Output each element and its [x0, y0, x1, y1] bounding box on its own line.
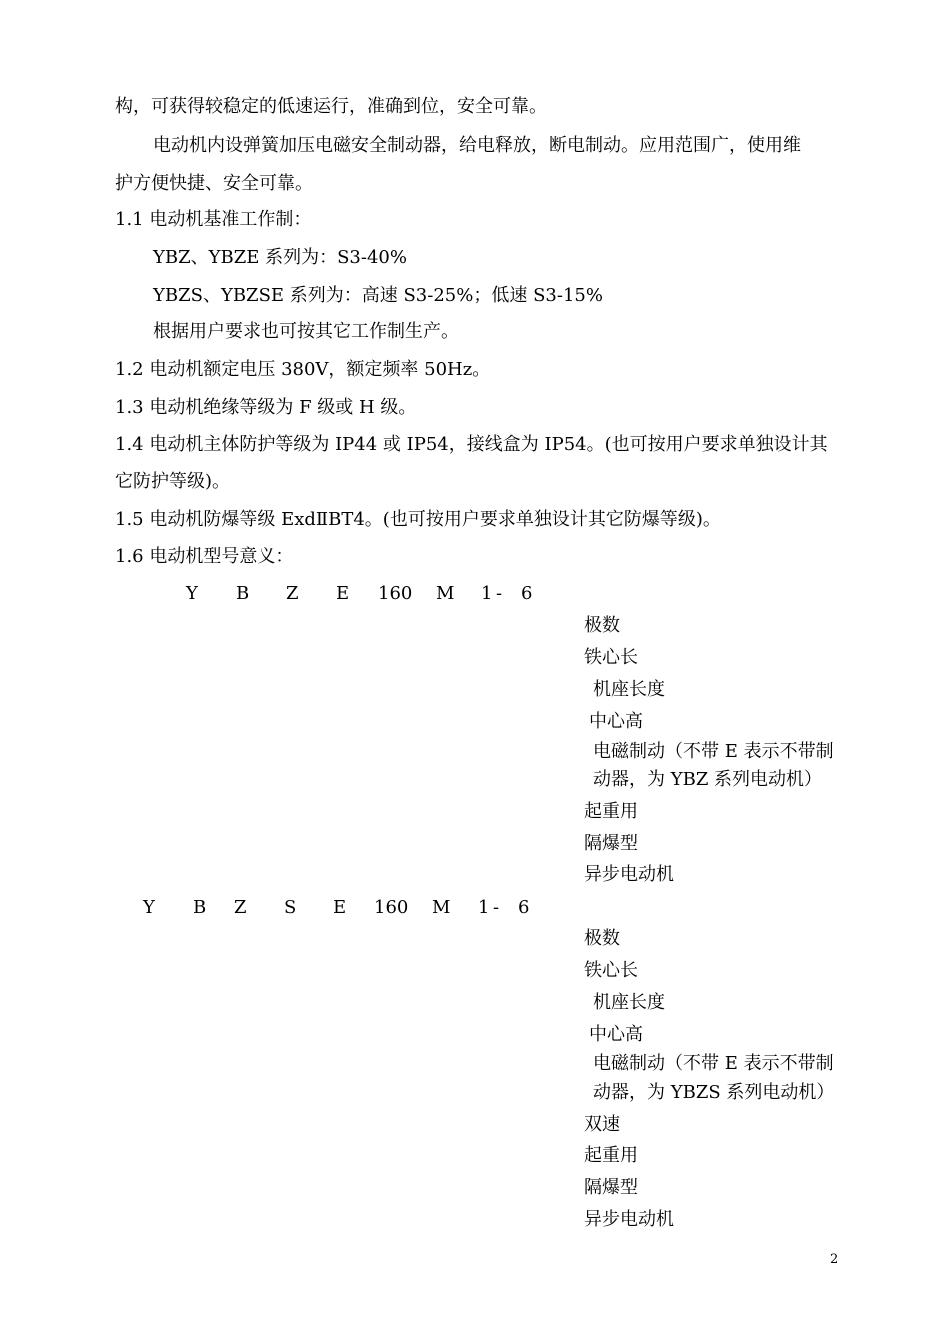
model-code-letter: 1: [478, 897, 490, 918]
model-code-letter: S: [284, 897, 297, 918]
model-code-row-2: [0, 896, 950, 920]
model-label: 铁心长: [584, 960, 638, 981]
page-number: 2: [830, 1252, 839, 1267]
model-label: 隔爆型: [584, 1177, 638, 1198]
paragraph-line: 电动机内设弹簧加压电磁安全制动器，给电释放，断电制动。应用范围广，使用维: [153, 135, 801, 156]
model-label: 极数: [584, 928, 620, 949]
section-heading: 1.4 电动机主体防护等级为 IP44 或 IP54，接线盒为 IP54。(也可按用户要求单独设计其: [115, 434, 828, 455]
section-heading: 1.3 电动机绝缘等级为 F 级或 H 级。: [115, 397, 417, 418]
model-label: 异步电动机: [584, 864, 674, 885]
model-code-letter: 160: [374, 897, 409, 918]
paragraph-line: 护方便快捷、安全可靠。: [115, 173, 313, 194]
model-label: 机座长度: [593, 992, 665, 1013]
model-code-letter: B: [193, 897, 207, 918]
model-label: 起重用: [584, 801, 638, 822]
model-label: 隔爆型: [584, 833, 638, 854]
model-label: 异步电动机: [584, 1209, 674, 1230]
model-label: 起重用: [584, 1145, 638, 1166]
model-label: 电磁制动（不带 E 表示不带制: [593, 1053, 834, 1074]
section-heading: 1.5 电动机防爆等级 ExdⅡBT4。(也可按用户要求单独设计其它防爆等级)。: [115, 509, 721, 530]
model-code-row-1: [0, 582, 950, 606]
model-code-letter: 160: [378, 583, 413, 604]
model-label: 铁心长: [584, 647, 638, 668]
section-heading: 1.1 电动机基准工作制：: [115, 209, 312, 230]
model-code-letter: M: [436, 583, 455, 604]
model-label: 中心高: [589, 1024, 643, 1045]
model-label: 双速: [584, 1114, 620, 1135]
model-code-letter: B: [236, 583, 250, 604]
model-code-letter: -: [493, 897, 500, 918]
model-code-letter: Z: [234, 897, 247, 918]
model-code-letter: Y: [186, 583, 198, 604]
model-code-letter: 1: [481, 583, 493, 604]
paragraph-line: 它防护等级)。: [115, 471, 231, 492]
model-label: 电磁制动（不带 E 表示不带制: [593, 741, 834, 762]
paragraph-line: YBZS、YBZSE 系列为：高速 S3-25%；低速 S3-15%: [153, 285, 603, 306]
paragraph-line: YBZ、YBZE 系列为：S3-40%: [153, 247, 407, 268]
model-label: 机座长度: [593, 679, 665, 700]
model-label: 动器，为 YBZ 系列电动机）: [593, 769, 823, 790]
model-code-letter: E: [333, 897, 347, 918]
section-heading: 1.2 电动机额定电压 380V，额定频率 50Hz。: [115, 359, 491, 380]
model-code-letter: 6: [521, 583, 533, 604]
model-code-letter: M: [432, 897, 451, 918]
section-heading: 1.6 电动机型号意义：: [115, 546, 294, 567]
model-code-letter: -: [496, 583, 503, 604]
model-label: 中心高: [589, 711, 643, 732]
paragraph-line: 根据用户要求也可按其它工作制生产。: [153, 321, 459, 342]
model-label: 极数: [584, 615, 620, 636]
paragraph-line: 构，可获得较稳定的低速运行，准确到位，安全可靠。: [115, 96, 547, 117]
model-code-letter: Y: [143, 897, 155, 918]
model-code-letter: E: [336, 583, 350, 604]
model-code-letter: 6: [518, 897, 530, 918]
model-code-letter: Z: [286, 583, 299, 604]
model-label: 动器，为 YBZS 系列电动机）: [593, 1082, 835, 1103]
